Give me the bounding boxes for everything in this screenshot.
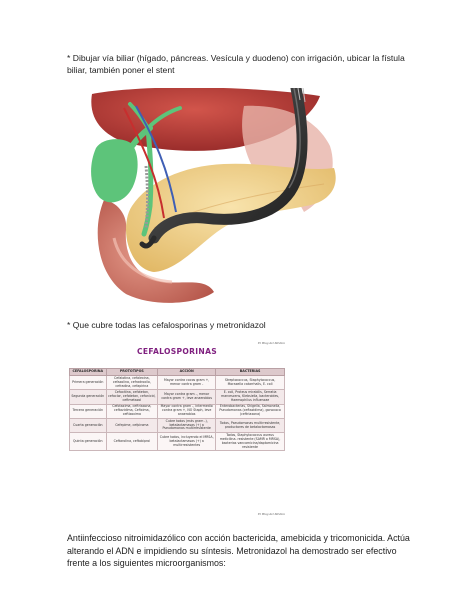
table-cell: Enterobacterias, Shigella, Salmonella, Pseudomonas (ceftazidima), gonococo (ceftriaxona) [216, 404, 285, 418]
header-prototipos: PROTOTIPOS [106, 369, 158, 376]
instruction-paragraph-1: * Dibujar vía biliar (hígado, páncreas. Vesícula y duodeno) con irrigación, ubicar la fístula biliar, también poner el stent [67, 53, 405, 76]
table-row [70, 404, 285, 418]
table-row [70, 375, 285, 389]
table-cell: Mayor contra gram -, menor contra gram +, leve anaerobios [158, 390, 216, 404]
table-cell: Cefoxitina, cefotetan, cefaclor, cefotetan, cefonicid, ceftmetazol [106, 390, 158, 404]
biliary-anatomy-illustration [84, 88, 340, 308]
table-cell: Cefepime, cefpiroma [106, 418, 158, 432]
instruction-paragraph-2: * Que cubre todas las cefalosporinas y metronidazol [67, 320, 266, 330]
table-cell: Cefalotina, cefalexina, cefazolina, cefradroxilo, cefradina, cefapirina [106, 375, 158, 389]
table-cell: Tercera generación [70, 404, 107, 418]
table-cell: Mayor contra gram -, intermedio contra gram +, NO Staph, leve anaerobios [158, 404, 216, 418]
header-accion: ACCIÓN [158, 369, 216, 376]
metronidazole-paragraph: Antiinfeccioso nitroimidazólico con acción bactericida, amebicida y tricomonicida. Actúa alterando el ADN e impidiendo su síntesis. Metronidazol ha demostrado ser efectivo frente a los siguientes microorganismos: [67, 533, 410, 569]
table-header-row [70, 369, 285, 376]
cephalosporins-table [69, 368, 285, 451]
table-row [70, 390, 285, 404]
header-bacterias: BACTERIAS [216, 369, 285, 376]
table-cell: Todos, Pseudomonas multirresistente, productores de betalactamasas [216, 418, 285, 432]
table-row [70, 418, 285, 432]
table-cell: Streptococcus, Staphylococcus, Moraxella catarrhalis, E. coli [216, 375, 285, 389]
table-cell: Primera generación [70, 375, 107, 389]
table-cell: Cefotaxima, ceftriaxona, ceftazidima, Cefixima, ceftizoxima [106, 404, 158, 418]
table-cell: Mayor contra cocos gram +, menor contra gram - [158, 375, 216, 389]
table-cell: Todos, Staphylococcus aureus meticilina- resistente (SAMR o MRSA), bacterias vancomicina/daptomicina resistente [216, 433, 285, 451]
table-title: CEFALOSPORINAS [136, 347, 218, 356]
blog-caption-bottom: El Blog del Médico [257, 512, 285, 516]
table-cell: Cubre todos, incluyendo el MRSA, betalactamasas (+) a multirresistentes [158, 433, 216, 451]
header-cefalosporina: CEFALOSPORINA [70, 369, 107, 376]
cephalosporins-table-image [66, 339, 288, 517]
table-cell: Quinta generación [70, 433, 107, 451]
table-cell: Ceftarolina, ceftobiprol [106, 433, 158, 451]
table-cell: Cuarta generación [70, 418, 107, 432]
table-cell: E. coli, Proteus mirabilis, Serratia marcescens, Klebsiella, bacteroides, Haemophilus influenzae [216, 390, 285, 404]
table-cell: Cubre todos (más gram -), betalactamasas (+) a Pseudomonas multirresistente [158, 418, 216, 432]
table-cell: Segunda generación [70, 390, 107, 404]
table-row [70, 433, 285, 451]
blog-caption-top: El Blog del Médico [257, 341, 285, 345]
